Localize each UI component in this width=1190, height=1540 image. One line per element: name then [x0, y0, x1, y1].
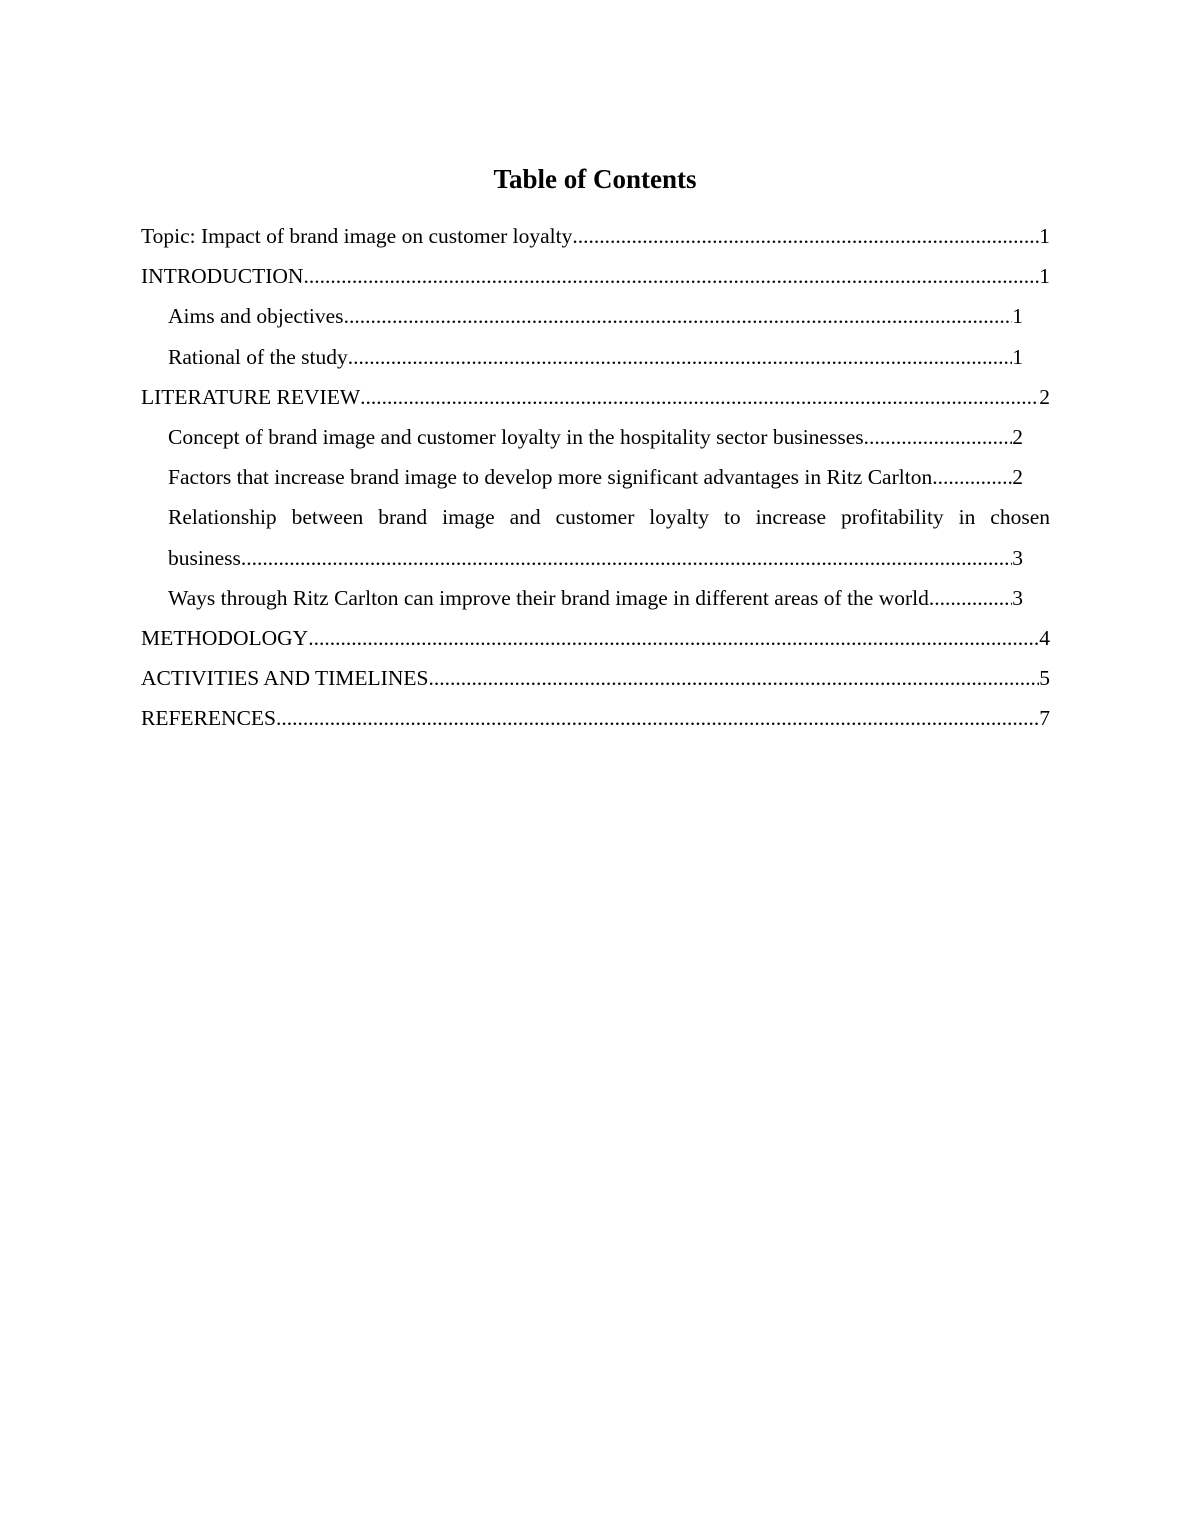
toc-entry-relationship-brand-loyalty[interactable] — [168, 497, 1050, 577]
toc-entry-text: ACTIVITIES AND TIMELINES — [141, 666, 429, 691]
toc-page-number: 2 — [1012, 465, 1023, 490]
table-of-contents — [141, 216, 1050, 738]
toc-entry-ways-improve-brand[interactable] — [168, 578, 1023, 618]
toc-entry-text-line1: Relationship between brand image and customer loyalty to increase profitability in chosen — [168, 505, 1050, 530]
toc-entry-text: REFERENCES — [141, 706, 276, 731]
dot-leader — [241, 538, 1012, 578]
toc-entry-activities-timelines[interactable] — [141, 658, 1050, 698]
toc-entry-topic[interactable] — [141, 216, 1050, 256]
toc-entry-text: LITERATURE REVIEW — [141, 384, 361, 409]
toc-page-number: 2 — [1012, 424, 1023, 449]
toc-entry-text: Rational of the study — [168, 344, 348, 369]
toc-entry-text-line2: business — [168, 545, 241, 570]
toc-page-number: 5 — [1039, 666, 1050, 691]
dot-leader — [303, 256, 1039, 296]
toc-page-number: 4 — [1039, 625, 1050, 650]
toc-entry-text: METHODOLOGY — [141, 625, 309, 650]
toc-page-number: 1 — [1012, 304, 1023, 329]
dot-leader — [428, 658, 1039, 698]
toc-entry-text: Topic: Impact of brand image on customer loyalty — [141, 224, 573, 248]
dot-leader — [934, 578, 1012, 618]
dot-leader — [276, 698, 1039, 738]
toc-entry-text: Aims and objectives — [168, 304, 344, 329]
toc-page-number: 7 — [1039, 706, 1050, 731]
toc-entry-methodology[interactable] — [141, 618, 1050, 658]
toc-entry-rational-study[interactable] — [168, 337, 1023, 377]
toc-entry-factors-brand-image[interactable] — [168, 457, 1023, 497]
dot-leader — [308, 618, 1039, 658]
toc-entry-literature-review[interactable] — [141, 377, 1050, 417]
dot-leader — [348, 337, 1013, 377]
toc-page-number: 2 — [1039, 384, 1050, 409]
dot-leader — [344, 296, 1013, 336]
toc-entry-text: Factors that increase brand image to develop more significant advantages in Ritz Carlton. — [168, 465, 938, 490]
toc-entry-concept-brand-image[interactable] — [168, 417, 1023, 457]
dot-leader — [572, 216, 1039, 256]
toc-title: Table of Contents — [493, 164, 697, 194]
dot-leader — [938, 457, 1013, 497]
toc-entry-text: Concept of brand image and customer loyalty in the hospitality sector businesses — [168, 424, 864, 449]
toc-page-number: 3 — [1012, 585, 1023, 610]
dot-leader — [360, 377, 1039, 417]
toc-page-number: 1 — [1012, 344, 1023, 369]
toc-page-number: 1 — [1039, 224, 1050, 248]
toc-page-number: 3 — [1012, 545, 1023, 570]
toc-entry-text: INTRODUCTION — [141, 264, 304, 289]
toc-page-number: 1 — [1039, 264, 1050, 289]
toc-entry-references[interactable] — [141, 698, 1050, 738]
dot-leader — [864, 417, 1013, 457]
toc-entry-text: Ways through Ritz Carlton can improve their brand image in different areas of the world. — [168, 585, 935, 610]
toc-entry-aims-objectives[interactable] — [168, 296, 1023, 336]
toc-entry-introduction[interactable] — [141, 256, 1050, 296]
